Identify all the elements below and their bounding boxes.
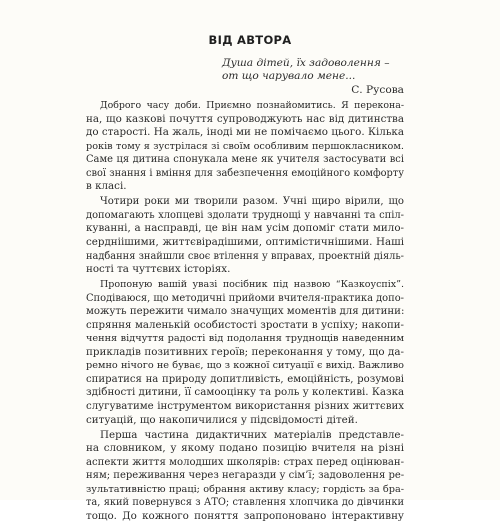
text-line: ності та чуттєвих історіях.	[86, 263, 231, 276]
text-line: зультативністю праці; обрання активу класу; гордість за бра-	[86, 483, 404, 495]
text-line: можуть пережити чимало значущих моментів для дитини:	[86, 306, 405, 318]
page-heading: ВІД АВТОРА	[208, 33, 292, 47]
paragraph-2	[86, 195, 404, 276]
text-line: чення відчуття радості від подолання труднощів наведенним	[86, 333, 404, 345]
text-line: на, що казкові почуття супроводжують нас від дитинства	[86, 112, 404, 125]
epigraph-line: Душа дітей, їх задоволення –	[222, 57, 390, 69]
text-line: свої знання і вміння для забезпечення емоційного комфорту	[86, 167, 404, 179]
text-line: куванні, а насправді, це він нам усім допоміг стати мило-	[86, 222, 404, 235]
text-line: сердніішими, життєвірадішими, оптимістичнішими. Наші	[86, 235, 404, 248]
text-line: надбання знайшли своє втілення у вправах, проектній діяль-	[86, 250, 404, 262]
text-line: Чотири роки ми творили разом. Учні щиро вірили, що	[100, 196, 404, 208]
text-line: Доброго часу доби. Приємно познайомитись. Я перекона-	[100, 100, 404, 111]
paragraph-3	[86, 278, 404, 427]
text-line: років тому я зустрілася зі своїм особливим першокласником.	[86, 140, 404, 152]
text-line: допомагають хлопцеві здолати труднощі у навчанні та спіл-	[86, 209, 404, 221]
text-line: Пропоную вашій увазі посібник під назвою “Казкоуспіх”.	[100, 279, 404, 291]
text-line: слугуватиме інструментом використання різних життєвих	[86, 401, 404, 413]
text-line: аспекти життя молодших школярів: страх перед оцінюван-	[86, 456, 404, 468]
text-line: та, який повернувся з АТО; ставлення хлопчика до дівчинки	[86, 497, 404, 509]
text-line: здібності дитини, її самооцінку та роль у колективі. Казка	[86, 386, 405, 399]
text-line: Сподіваюся, що методичні прийоми вчителя-практика допо-	[86, 292, 404, 304]
epigraph-line: от що чарувало мене...	[222, 70, 356, 83]
text-line: до старості. На жаль, іноді ми не помічаємо цього. Кілька	[86, 126, 404, 139]
body-text	[86, 99, 404, 525]
text-line: спряння маленькій особистості зростати в успіху; накопи-	[86, 319, 404, 331]
epigraph-author: С. Русова	[351, 83, 404, 96]
text-line: тощо. До кожного поняття запропоновано інтерактивну	[86, 509, 404, 522]
epigraph	[222, 57, 404, 97]
text-line: Перша частина дидактичних матеріалів представле-	[100, 428, 404, 441]
text-line: на словником, у якому подано позицію вчителя на різні	[86, 442, 404, 455]
paragraph-4	[86, 429, 404, 524]
text-line: спиратися на природу допитливість, емоційність, розумові	[86, 373, 404, 385]
text-line: прикладів позитивних героїв; переконання у тому, що да-	[86, 345, 404, 358]
text-line: в класі.	[86, 180, 127, 193]
text-line: ситуацій, що накопичилися у підсвідомості дітей.	[86, 413, 358, 426]
text-line: ремно нічого не буває, що з кожної ситуації є вихід. Важливо	[86, 360, 404, 372]
paragraph-1	[86, 99, 404, 194]
text-line: ням; переживання через негаразди у сім’ї; задоволення ре-	[86, 470, 405, 482]
text-line: Саме ця дитина спонукала мене як учителя застосувати всі	[86, 154, 404, 166]
